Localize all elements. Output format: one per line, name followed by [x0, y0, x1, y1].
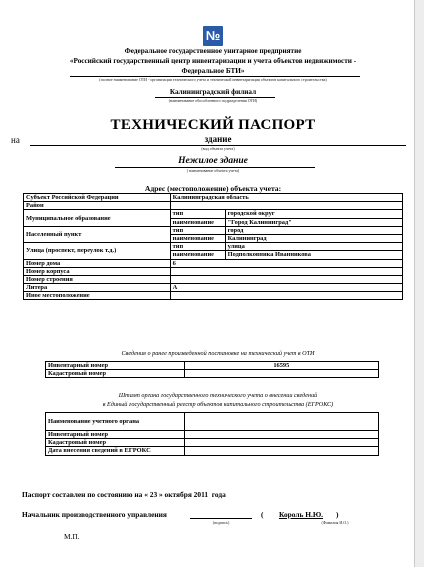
- date-value: [184, 447, 378, 455]
- subject-value: Калининградская область: [170, 194, 402, 202]
- page-edge: [415, 0, 424, 567]
- table-row: [24, 243, 403, 251]
- numero-logo-icon: №: [203, 26, 223, 46]
- stamp-caption-2: в Единый государственный реестр объектов капитального строительства (ЕГРОКС): [102, 401, 334, 408]
- municipal-name: "Город Калининград": [225, 218, 402, 226]
- street-label: Улица (проспект, переулок т.д.): [24, 243, 171, 259]
- object-type-caption: (вид объекта учета): [201, 146, 235, 151]
- stamp-inventory-label: Инвентарный номер: [46, 431, 185, 439]
- district-value: [170, 202, 402, 210]
- municipal-label: Муниципальное образование: [24, 210, 171, 226]
- table-row: [24, 284, 403, 292]
- litera-value: А: [170, 284, 402, 292]
- head-name: Король Н.Ю.: [278, 510, 324, 519]
- table-row: [24, 226, 403, 234]
- table-row: [46, 413, 379, 431]
- table-row: [46, 447, 379, 455]
- korpus-label: Номер корпуса: [24, 267, 171, 275]
- building-label: Номер строения: [24, 275, 171, 283]
- table-row: [24, 267, 403, 275]
- inventory-label: Инвентарный номер: [46, 362, 185, 370]
- table-row: [24, 292, 403, 300]
- address-table: [23, 193, 403, 300]
- street-type: улица: [225, 243, 402, 251]
- paren-close: ): [336, 510, 339, 519]
- na-label: на: [11, 135, 20, 145]
- cadastral-label: Кадастровый номер: [46, 370, 185, 378]
- house-value: 6: [170, 259, 402, 267]
- compiled-date: Паспорт составлен по состоянию на « 23 » октября 2011 года: [22, 490, 226, 499]
- inventory-value: 16595: [184, 362, 378, 370]
- name-caption: (Фамилия И.О.): [321, 520, 349, 525]
- prior-caption: Сведения о ранее произведенной постановке на технический учет в ОТИ: [121, 350, 315, 357]
- table-row: [46, 431, 379, 439]
- table-row: [24, 275, 403, 283]
- branch-name: Калининградский филиал: [169, 88, 257, 96]
- table-row: [46, 370, 379, 378]
- municipal-type: городской округ: [225, 210, 402, 218]
- date-label: Дата внесения сведений в ЕГРОКС: [46, 447, 185, 455]
- other-location-value: [170, 292, 402, 300]
- subject-label: Субъект Российской Федерации: [24, 194, 171, 202]
- org-caption: (полное наименование ОТИ - организации технического учета и технической инвентаризации объектов капитального строительства): [99, 77, 327, 82]
- table-row: [24, 194, 403, 202]
- branch-caption: (наименование обособленного подразделения ОТИ): [168, 98, 258, 103]
- street-name: Подполковника Иванникова: [225, 251, 402, 259]
- korpus-value: [170, 267, 402, 275]
- org-line-1: Федеральное государственное унитарное предприятие: [124, 47, 302, 55]
- table-row: [46, 362, 379, 370]
- prior-table: [45, 361, 379, 378]
- table-row: [24, 259, 403, 267]
- object-name-caption: ( наименование объекта учета): [186, 168, 240, 173]
- settlement-type: город: [225, 226, 402, 234]
- stamp-inventory-value: [184, 431, 378, 439]
- signature-caption: (подпись): [212, 520, 230, 525]
- type-label: тип: [170, 210, 225, 218]
- house-label: Номер дома: [24, 259, 171, 267]
- litera-label: Литера: [24, 284, 171, 292]
- organ-value: [184, 413, 378, 431]
- table-row: [24, 202, 403, 210]
- district-label: Район: [24, 202, 171, 210]
- type-label: тип: [170, 226, 225, 234]
- organ-label: Наименование учетного органа: [46, 413, 185, 431]
- name-label: наименование: [170, 234, 225, 242]
- stamp-cadastral-label: Кадастровый номер: [46, 439, 185, 447]
- table-row: [24, 210, 403, 218]
- other-location-label: Иное местоположение: [24, 292, 171, 300]
- org-line-2: «Российский государственный центр инвентаризации и учета объектов недвижимости -: [69, 57, 357, 65]
- head-label: Начальник производственного управления: [22, 510, 167, 519]
- building-value: [170, 275, 402, 283]
- stamp-cadastral-value: [184, 439, 378, 447]
- signature-line: [190, 518, 252, 519]
- document-title: ТЕХНИЧЕСКИЙ ПАСПОРТ: [110, 117, 316, 133]
- name-label: наименование: [170, 218, 225, 226]
- stamp-place-mp: М.П.: [64, 532, 80, 541]
- settlement-label: Населенный пункт: [24, 226, 171, 242]
- table-row: [46, 439, 379, 447]
- org-line-3: Федеральное БТИ»: [181, 67, 245, 75]
- object-name: Нежилое здание: [178, 156, 248, 166]
- object-type: здание: [204, 134, 232, 144]
- name-label: наименование: [170, 251, 225, 259]
- stamp-table: [45, 412, 379, 456]
- paren-open: (: [261, 510, 264, 519]
- stamp-caption-1: Штамп органа государственного технического учета о внесении сведений: [118, 392, 318, 399]
- settlement-name: Калининград: [225, 234, 402, 242]
- cadastral-value: [184, 370, 378, 378]
- address-heading: Адрес (местоположение) объекта учета:: [144, 184, 282, 193]
- type-label: тип: [170, 243, 225, 251]
